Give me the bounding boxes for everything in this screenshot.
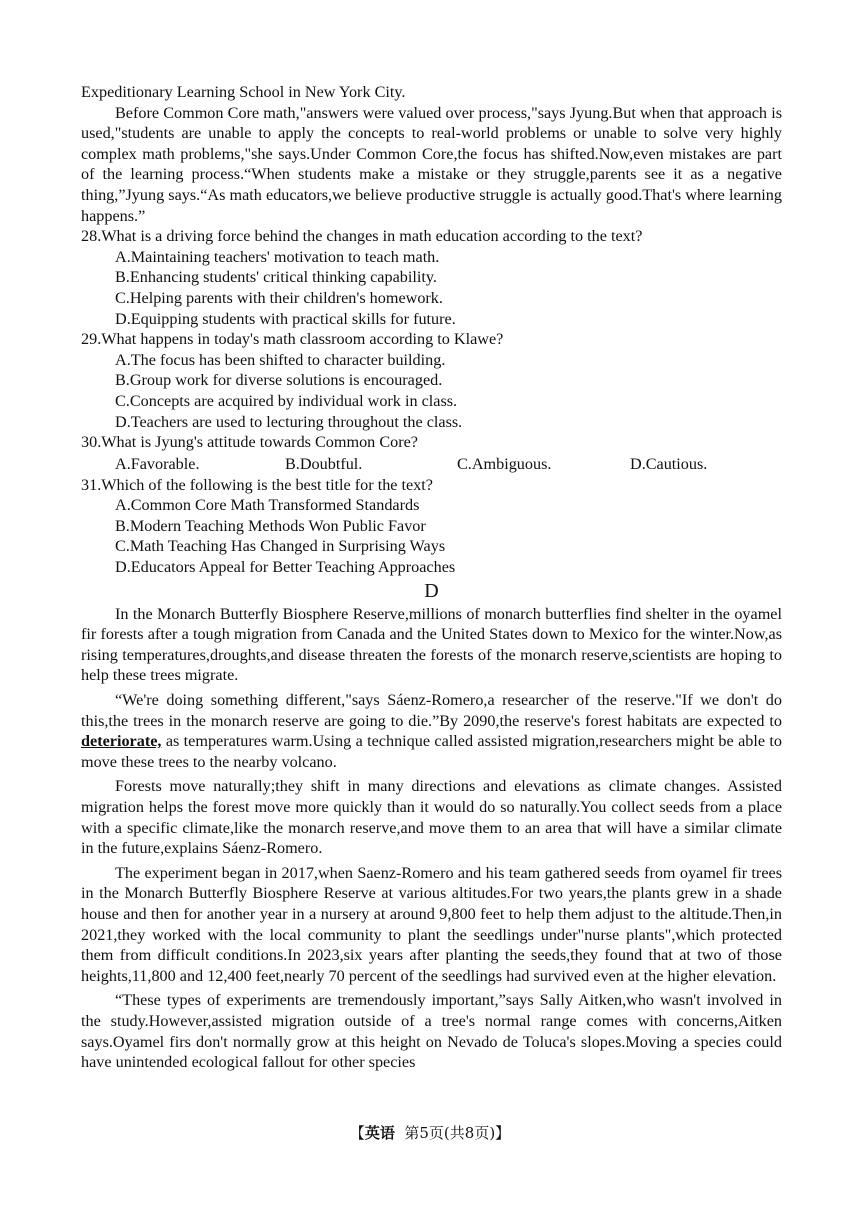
option-c: C.Helping parents with their children's homework. (115, 288, 443, 307)
section-heading: D (424, 579, 439, 602)
option-a: A.Maintaining teachers' motivation to teach math. (115, 247, 440, 266)
option-b: B.Group work for diverse solutions is encouraged. (115, 371, 443, 390)
intro-line: Expeditionary Learning School in New York City. (81, 83, 406, 101)
question-28 (81, 226, 782, 329)
passage-paragraph: The experiment began in 2017,when Saenz-Romero and his team gathered seeds from oyamel fir trees in the Monarch Butterfly Biosphere Reserve at various altitudes.For two years,the plants grew in a shade house and then for another year in a nursery at around 9,800 feet to help them adjust to the altitude.Then,in 2021,they worked with the local community to plant the seedlings under"nurse plants",which protected them from difficult conditions.In 2023,six years after planting the seeds,they found that at two of those heights,11,800 and 12,400 feet,nearly 70 percent of the seedlings had survived even at the higher elevation. (81, 863, 782, 985)
option-d: D.Equipping students with practical skills for future. (115, 309, 456, 328)
passage-paragraph-jyung: Before Common Core math,"answers were valued over process,"says Jyung.But when that approach is used,"students are unable to apply the concepts to real-world problems or unable to solve very highly complex math problems,"she says.Under Common Core,the focus has shifted.Now,even mistakes are part of the learning process.“When students make a mistake or they struggle,parents see it as a negative thing,”Jyung says.“As math educators,we believe productive struggle is actually good.That's where learning happens.” (81, 103, 782, 225)
footer-bracket-open: 【 (349, 1124, 365, 1142)
option-a: A.The focus has been shifted to character building. (115, 350, 446, 369)
option-b: B.Enhancing students' critical thinking capability. (115, 268, 437, 287)
option-d: D.Cautious. (630, 454, 708, 473)
option-d: D.Educators Appeal for Better Teaching Approaches (115, 558, 456, 577)
question-31 (81, 475, 782, 578)
passage-paragraph: In the Monarch Butterfly Biosphere Reserve,millions of monarch butterflies find shelter in the oyamel fir forests after a tough migration from Canada and the United States down to Mexico for the winter.Now,as rising temperatures,droughts,and disease threaten the forests of the monarch reserve,scientists are hoping to help these trees migrate. (81, 604, 782, 685)
options-row (115, 453, 782, 475)
paragraph-text: as temperatures warm.Using a technique called assisted migration,researchers might be able to move these trees to the nearby volcano. (81, 732, 782, 771)
option-d: D.Teachers are used to lecturing throughout the class. (115, 412, 463, 431)
question-30 (81, 432, 782, 475)
question-stem: 29.What happens in today's math classroom according to Klawe? (81, 330, 504, 349)
question-stem: 28.What is a driving force behind the changes in math education according to the text? (81, 227, 643, 246)
option-a: A.Favorable. (115, 454, 200, 473)
question-29 (81, 329, 782, 432)
passage-paragraph: Forests move naturally;they shift in many directions and elevations as climate changes. Assisted migration helps the forest move more quickly than it would do so naturally.You collect seeds from a place with a specific climate,like the monarch reserve,and move them to an area that will have a similar climate in the future,explains Sáenz-Romero. (81, 777, 782, 858)
option-a: A.Common Core Math Transformed Standards (115, 496, 420, 515)
page-footer (0, 1122, 860, 1143)
passage-paragraph (81, 690, 782, 772)
footer-page-number: 第5页(共8页) (404, 1124, 496, 1142)
option-c: C.Ambiguous. (457, 454, 552, 473)
question-stem: 31.Which of the following is the best title for the text? (81, 475, 433, 494)
paragraph-text: “We're doing something different,"says Sáenz-Romero,a researcher of the reserve."If we don't do this,the trees in the monarch reserve are going to die.”By 2090,the reserve's forest habitats are expected to (81, 691, 782, 730)
footer-bracket-close: 】 (495, 1124, 511, 1142)
underlined-keyword: deteriorate, (81, 732, 162, 751)
option-c: C.Math Teaching Has Changed in Surprising Ways (115, 537, 446, 556)
option-b: B.Doubtful. (285, 454, 363, 473)
page-body (81, 82, 782, 1073)
option-b: B.Modern Teaching Methods Won Public Favor (115, 516, 426, 535)
passage-paragraph: “These types of experiments are tremendously important,”says Sally Aitken,who wasn't involved in the study.However,assisted migration outside of a tree's normal range comes with concerns,Aitken says.Oyamel firs don't normally grow at this height on Nevado de Toluca's slopes.Moving a species could have unintended ecological fallout for other species (81, 991, 782, 1072)
option-c: C.Concepts are acquired by individual work in class. (115, 391, 458, 410)
question-stem: 30.What is Jyung's attitude towards Common Core? (81, 433, 418, 452)
footer-subject: 英语 (364, 1124, 395, 1142)
